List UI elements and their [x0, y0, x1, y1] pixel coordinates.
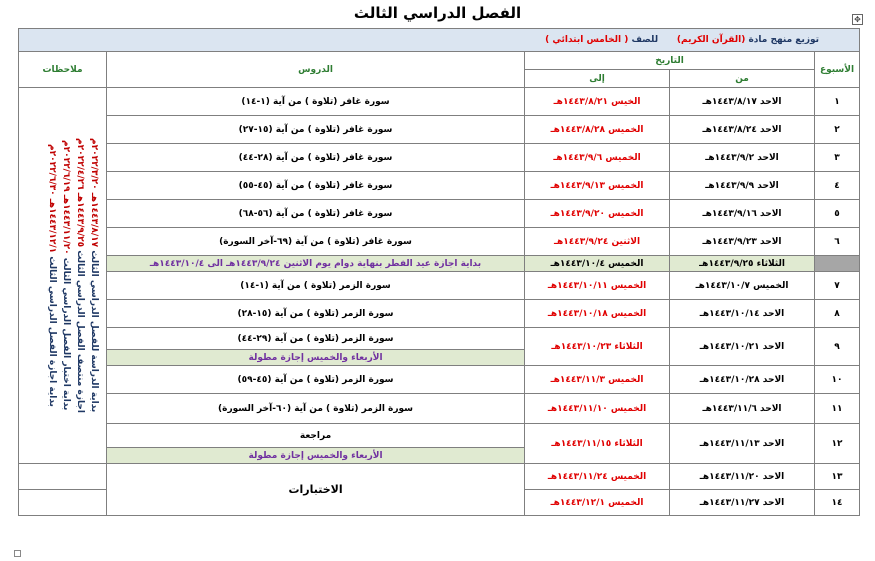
from-date-cell: الاحد ١٤٤٣/٩/٩هـ	[670, 172, 815, 200]
lesson-cell: سورة الزمر (تلاوة ) من آية (٤٥-٥٩)	[107, 366, 525, 394]
note-4: بداية اجازة الفصل الدراسي الثالث ١٤٤٣/١٢/١هـ ٢٠٢٢/٦/٣٠م	[47, 144, 58, 407]
week-cell: ٨	[815, 300, 860, 328]
week-cell: ١١	[815, 394, 860, 424]
column-header-row	[19, 52, 860, 70]
table-row	[19, 300, 860, 328]
from-column-header: من	[670, 70, 815, 88]
table-row	[19, 172, 860, 200]
week-cell: ١٢	[815, 424, 860, 464]
from-date-cell: الاحد ١٤٤٣/٨/١٧هـ	[670, 88, 815, 116]
note-3: بداية اختبار الفصل الدراسي الثالث ١٤٤٣/١١/٢٠هـ ٢٠٢٢/٦/١٩م	[61, 140, 72, 411]
holiday-text: الأربعاء والخميس إجازة مطولة	[107, 350, 525, 366]
to-date-cell: الثلاثاء ١٤٤٣/١٠/٢٣هـ	[525, 328, 670, 366]
from-date-cell: الاحد ١٤٤٣/٩/٢٣هـ	[670, 228, 815, 256]
lesson-cell: سورة غافر (تلاوة ) من آية (١-١٤)	[107, 88, 525, 116]
notes-cell-empty	[19, 490, 107, 516]
to-date-cell: الخميس ١٤٤٣/٩/١٣هـ	[525, 172, 670, 200]
header-class-value: ( الخامس ابتدائي )	[545, 35, 629, 45]
to-date-cell: الثلاثاء ١٤٤٣/١١/١٥هـ	[525, 424, 670, 464]
table-move-handle[interactable]: ✥	[852, 14, 863, 25]
exams-label: الاختبارات	[107, 464, 525, 516]
lesson-cell: سورة غافر (تلاوة ) من آية (١٥-٢٧)	[107, 116, 525, 144]
from-date-cell: الاحد ١٤٤٣/١١/٦هـ	[670, 394, 815, 424]
table-row	[19, 272, 860, 300]
week-cell: ٣	[815, 144, 860, 172]
table-row	[19, 200, 860, 228]
from-date-cell: الاحد ١٤٤٣/١١/١٣هـ	[670, 424, 815, 464]
lesson-cell: سورة الزمر (تلاوة ) من آية (٢٩-٤٤)	[107, 328, 525, 350]
table-header-banner	[19, 29, 860, 52]
table-row	[19, 464, 860, 490]
lesson-cell: سورة الزمر (تلاوة ) من آية (٦٠-آخر السورة)	[107, 394, 525, 424]
table-row	[19, 394, 860, 424]
week-cell: ٩	[815, 328, 860, 366]
table-row	[19, 228, 860, 256]
from-date-cell: الاحد ١٤٤٣/٩/١٦هـ	[670, 200, 815, 228]
to-date-cell: الخميس ١٤٤٣/١٠/١٨هـ	[525, 300, 670, 328]
to-date-cell: الخميس ١٤٤٣/١٠/٤هـ	[525, 256, 670, 272]
holiday-text: بداية اجازة عيد الفطر بنهاية دوام يوم الاثنين ١٤٤٣/٩/٢٤هـ الى ١٤٤٣/١٠/٤هـ	[107, 256, 525, 272]
notes-column-header: ملاحظات	[19, 52, 107, 88]
from-date-cell: الاحد ١٤٤٣/٨/٢٤هـ	[670, 116, 815, 144]
from-date-cell: الاحد ١٤٤٣/١٠/٢٨هـ	[670, 366, 815, 394]
note-1: بداية الدراسة للفصل الدراسي الثالث ١٤٤٣/٨/١٧هـ ٢٠٢٢/٣/٢٠م	[89, 138, 100, 413]
notes-cell	[19, 88, 107, 464]
table-row	[19, 366, 860, 394]
week-cell: ١٣	[815, 464, 860, 490]
to-date-cell: الخميس ١٤٤٣/١١/٣هـ	[525, 366, 670, 394]
header-prefix: توزيع منهج مادة	[748, 35, 820, 45]
from-date-cell: الاحد ١٤٤٣/١٠/٢١هـ	[670, 328, 815, 366]
to-date-cell: الخميس ١٤٤٣/١١/٢٤هـ	[525, 464, 670, 490]
table-row	[19, 424, 860, 448]
table-row	[19, 88, 860, 116]
to-date-cell: الخميس ١٤٤٣/٩/٦هـ	[525, 144, 670, 172]
lesson-cell: سورة غافر (تلاوة ) من آية (٢٨-٤٤)	[107, 144, 525, 172]
lesson-cell: سورة غافر (تلاوة ) من آية (٤٥-٥٥)	[107, 172, 525, 200]
week-cell: ١	[815, 88, 860, 116]
to-date-cell: الخيس ١٤٤٣/٨/٢١هـ	[525, 88, 670, 116]
to-column-header: إلى	[525, 70, 670, 88]
to-date-cell: الخميس ١٤٤٣/١٠/١١هـ	[525, 272, 670, 300]
week-cell-empty	[815, 256, 860, 272]
lesson-cell: سورة غافر (تلاوة ) من آية (٦٩-آخر السورة)	[107, 228, 525, 256]
to-date-cell: الخميس ١٤٤٣/٨/٢٨هـ	[525, 116, 670, 144]
week-cell: ٤	[815, 172, 860, 200]
from-date-cell: الخميس ١٤٤٣/١٠/٧هـ	[670, 272, 815, 300]
week-column-header: الأسبوع	[815, 52, 860, 88]
header-subject: (القرآن الكريم)	[676, 35, 746, 45]
date-column-header: التاريخ	[525, 52, 815, 70]
table-resize-handle[interactable]	[14, 550, 21, 557]
note-2: اجازة منتصف الفصل الدراسي الثالث ١٤٤٣/٩/٢٥هـ ٢٠٢٢/٤/٢٦م	[75, 138, 86, 413]
week-cell: ٥	[815, 200, 860, 228]
to-date-cell: الاثنين ١٤٤٣/٩/٢٤هـ	[525, 228, 670, 256]
holiday-row	[19, 256, 860, 272]
page-title: الفصل الدراسي الثالث	[353, 4, 522, 22]
lesson-cell: سورة الزمر (تلاوة ) من آية (١٥-٢٨)	[107, 300, 525, 328]
schedule-table	[18, 28, 860, 516]
table-row	[19, 328, 860, 350]
to-date-cell: الخميس ١٤٤٣/٩/٢٠هـ	[525, 200, 670, 228]
lesson-cell: مراجعة	[107, 424, 525, 448]
holiday-text: الأربعاء والخميس إجازة مطولة	[107, 448, 525, 464]
lesson-cell: سورة غافر (تلاوة ) من آية (٥٦-٦٨)	[107, 200, 525, 228]
week-cell: ١٤	[815, 490, 860, 516]
from-date-cell: الثلاثاء ١٤٤٣/٩/٢٥هـ	[670, 256, 815, 272]
from-date-cell: الاحد ١٤٤٣/١١/٢٠هـ	[670, 464, 815, 490]
header-class-label: للصف	[631, 35, 659, 45]
table-row	[19, 144, 860, 172]
to-date-cell: الخميس ١٤٤٣/١٢/١هـ	[525, 490, 670, 516]
lessons-column-header: الدروس	[107, 52, 525, 88]
week-cell: ٢	[815, 116, 860, 144]
notes-cell-empty	[19, 464, 107, 490]
week-cell: ٧	[815, 272, 860, 300]
lesson-cell: سورة الزمر (تلاوة ) من آية (١-١٤)	[107, 272, 525, 300]
from-date-cell: الاحد ١٤٤٣/٩/٢هـ	[670, 144, 815, 172]
from-date-cell: الاحد ١٤٤٣/١١/٢٧هـ	[670, 490, 815, 516]
from-date-cell: الاحد ١٤٤٣/١٠/١٤هـ	[670, 300, 815, 328]
to-date-cell: الخميس ١٤٤٣/١١/١٠هـ	[525, 394, 670, 424]
week-cell: ٦	[815, 228, 860, 256]
table-row	[19, 116, 860, 144]
week-cell: ١٠	[815, 366, 860, 394]
